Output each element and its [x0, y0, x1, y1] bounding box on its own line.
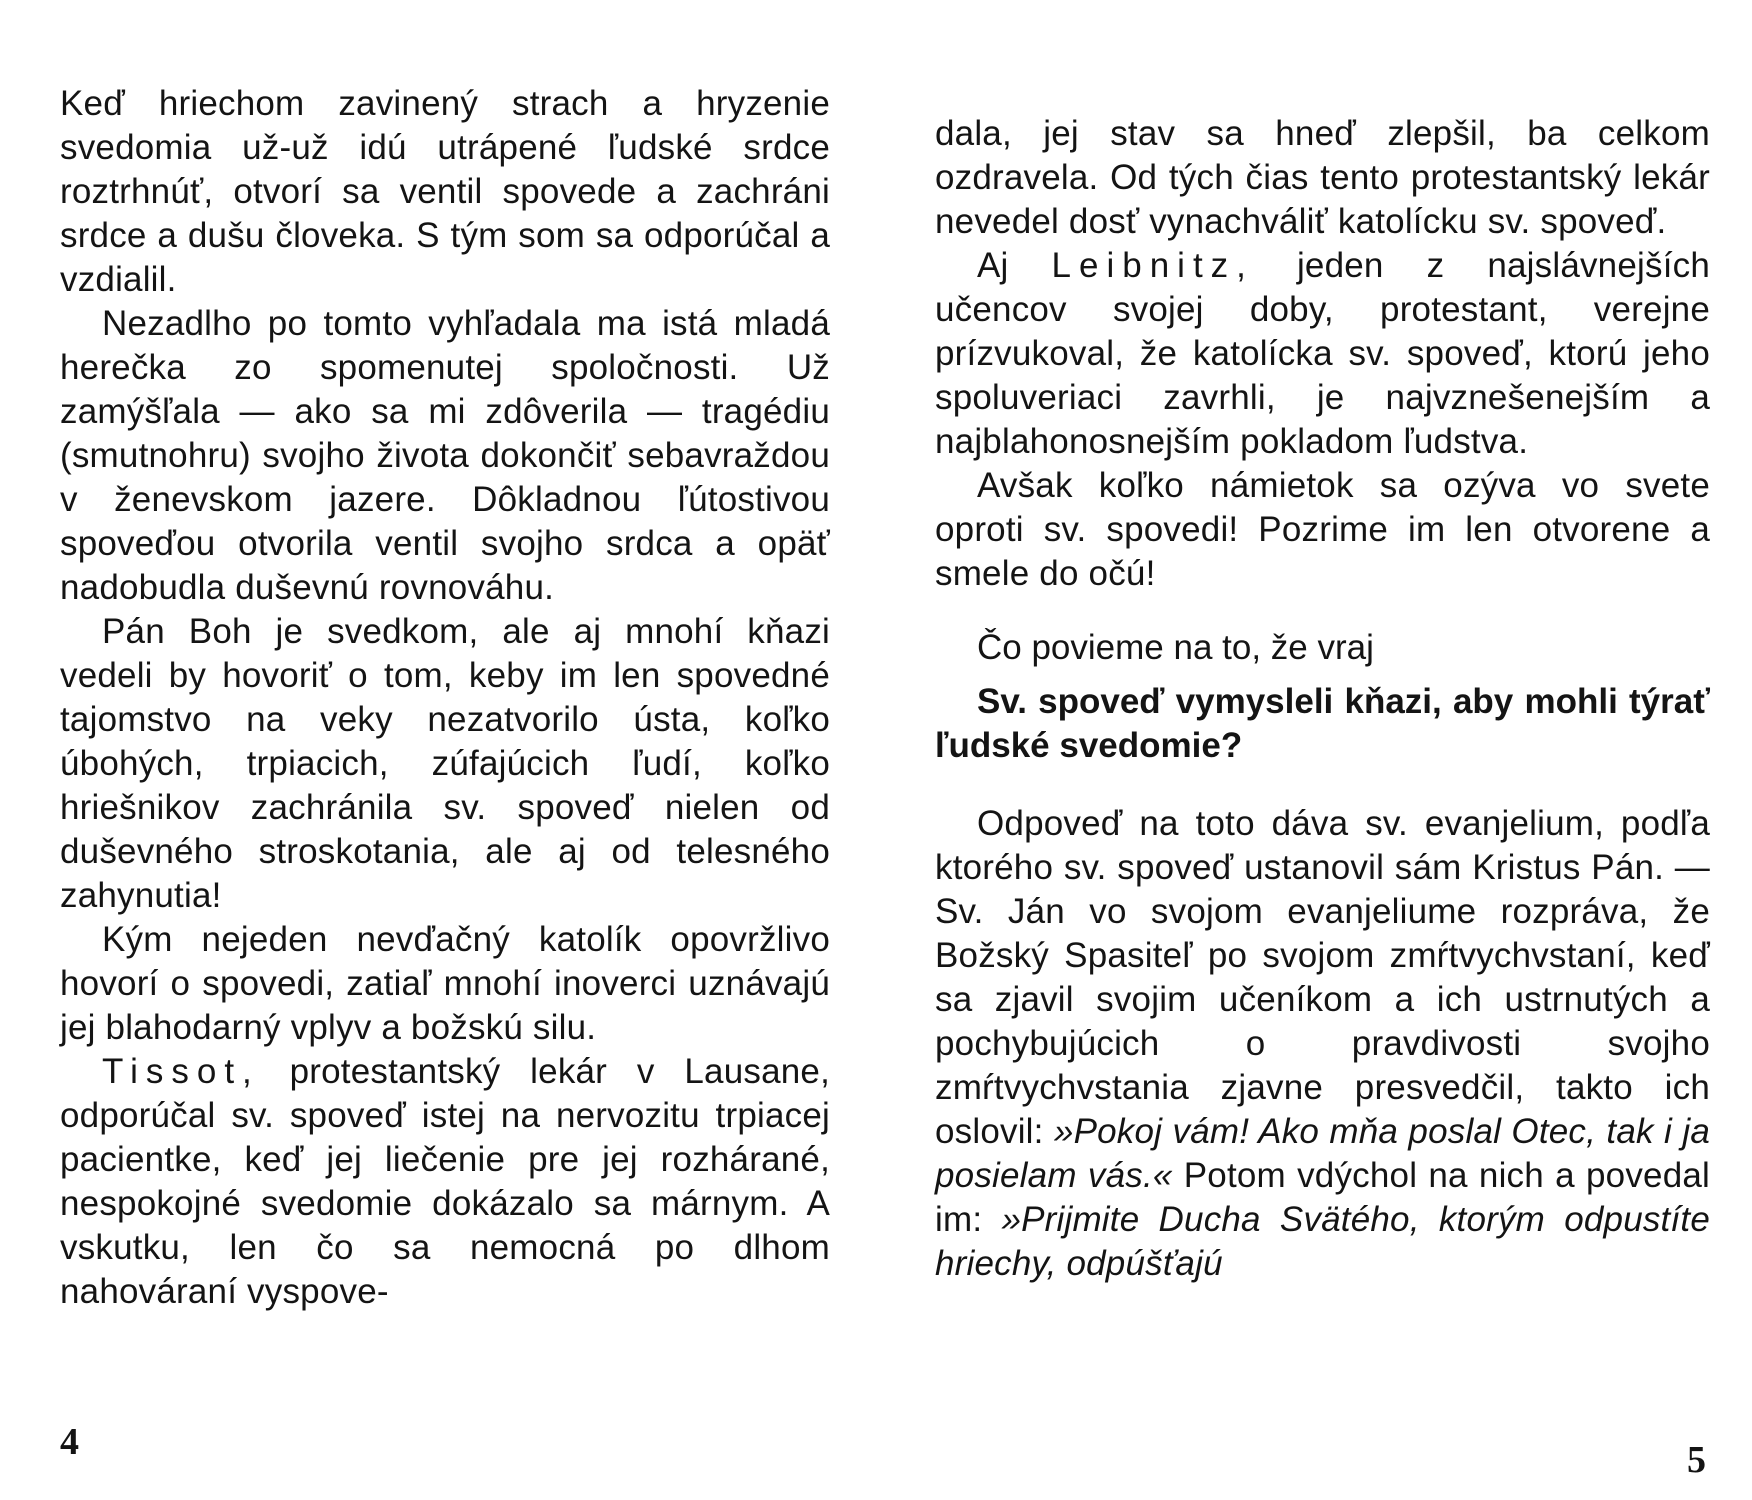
- leibnitz-pre: Aj: [977, 246, 1052, 285]
- left-page-text: [60, 82, 830, 1314]
- leibnitz-text: jeden z najslávnejších učencov svojej doby, protestant, verejne prízvukoval, že katolícka sv. spoveď, ktorú jeho spoluveriaci zavrhli, je najvznešenejším a najblahonosnejším pokladom ľudstva.: [935, 246, 1710, 461]
- paragraph: Pán Boh je svedkom, ale aj mnohí kňazi vedeli by hovoriť o tom, keby im len spovedné tajomstvo na veky nezatvorilo ústa, koľko úbohých, trpiacich, zúfajúcich ľudí, koľko hriešnikov zachránila sv. spoveď nielen od duševného stroskotania, ale aj od telesného zahynutia!: [60, 612, 830, 915]
- paragraph-continuation: dala, jej stav sa hneď zlepšil, ba celkom ozdravela. Od tých čias tento protestantský lekár nevedel dosť vynachváliť katolícku sv. spoveď.: [935, 114, 1710, 241]
- tissot-text: protestantský lekár v Lausane, odporúčal sv. spoveď istej na nervozitu trpiacej pacientke, keď jej liečenie pre jej rozhárané, nespokojné svedomie dokázalo sa márnym. A vskutku, len čo sa nemocná po dlhom nahováraní vyspove-: [60, 1052, 830, 1311]
- paragraph-tissot: [60, 1050, 830, 1314]
- right-page-text: [935, 112, 1710, 1286]
- answer-text: Odpoveď na toto dáva sv. evanjelium, podľa ktorého sv. spoveď ustanovil sám Kristus Pán. — Sv. Ján vo svojom evanjeliume rozpráva, že Božský Spasiteľ po svojom zmŕtvychvstaní, keď sa zjavil svojim učeníkom a ich ustrnutých a pochybujúcich o pravdivosti svojho zmŕtvychvstania zjavne presvedčil, takto ich oslovil:: [935, 804, 1710, 1151]
- page-number-right: 5: [1687, 1439, 1706, 1481]
- name-leibnitz: Leibnitz,: [1051, 246, 1254, 285]
- lead-in: Čo povieme na to, že vraj: [977, 628, 1374, 667]
- paragraph: Keď hriechom zavinený strach a hryzenie svedomia už-už idú utrápené ľudské srdce roztrhnúť, otvorí sa ventil spovede a zachráni srdce a dušu človeka. S tým som sa odporúčal a vzdialil.: [60, 84, 830, 299]
- quote-1: »Pokoj vám! Ako mňa poslal Otec, tak i ja posielam vás.«: [935, 1112, 1710, 1195]
- quote-2: »Prijmite Ducha Svätého, ktorým odpustíte hriechy, odpúšťajú: [935, 1200, 1710, 1283]
- section-heading: Sv. spoveď vymysleli kňazi, aby mohli týrať ľudské svedomie?: [935, 682, 1710, 765]
- page-number-left: 4: [60, 1421, 79, 1463]
- paragraph-answer: [935, 802, 1710, 1286]
- answer-mid: Potom vdýchol na nich a povedal im:: [935, 1156, 1710, 1239]
- paragraph-objections: Avšak koľko námietok sa ozýva vo svete oproti sv. spovedi! Pozrime im len otvorene a smele do očú!: [935, 466, 1710, 593]
- paragraph-leibnitz: [935, 244, 1710, 464]
- name-tissot: Tissot,: [102, 1052, 260, 1091]
- paragraph: Nezadlho po tomto vyhľadala ma istá mladá herečka zo spomenutej spoločnosti. Už zamýšľala — ako sa mi zdôverila — tragédiu (smutnohru) svojho života dokončiť sebavraždou v ženevskom jazere. Dôkladnou ľútostivou spoveďou otvorila ventil svojho srdca a opäť nadobudla duševnú rovnováhu.: [60, 304, 830, 607]
- paragraph: Kým nejeden nevďačný katolík opovržlivo hovorí o spovedi, zatiaľ mnohí inoverci uznávajú jej blahodarný vplyv a božskú silu.: [60, 920, 830, 1047]
